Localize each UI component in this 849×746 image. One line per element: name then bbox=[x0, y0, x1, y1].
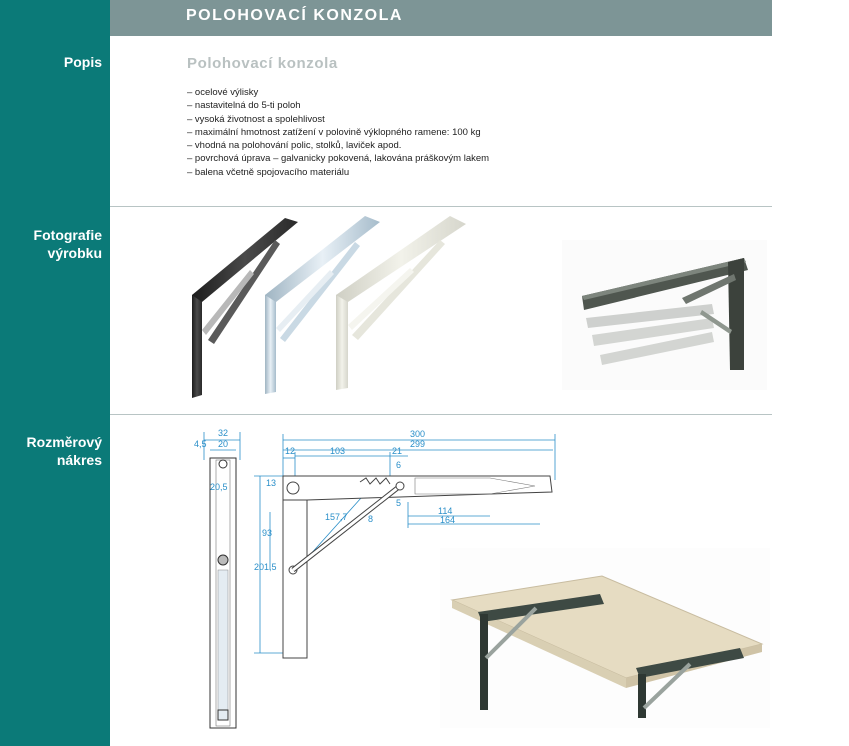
section-label-fotografie-line1: Fotografie bbox=[33, 227, 102, 243]
product-photo-three-brackets bbox=[180, 210, 480, 400]
dim-5: 5 bbox=[396, 498, 402, 508]
dim-103: 103 bbox=[330, 446, 346, 456]
product-photo-installed-shelf bbox=[440, 548, 770, 728]
dim-157-7: 157,7 bbox=[325, 512, 348, 522]
feature-item: – maximální hmotnost zatížení v polovině výklopného ramene: 100 kg bbox=[187, 126, 481, 138]
dim-300: 300 bbox=[410, 429, 426, 439]
dim-201-5: 201,5 bbox=[254, 562, 277, 572]
dim-20: 20 bbox=[218, 439, 229, 449]
section-label-fotografie bbox=[34, 226, 102, 262]
dim-21: 21 bbox=[392, 446, 403, 456]
section-label-popis bbox=[64, 53, 102, 71]
feature-item: – nastavitelná do 5-ti poloh bbox=[187, 100, 301, 112]
section-divider bbox=[110, 206, 772, 207]
bracket-black bbox=[192, 218, 298, 398]
left-sidebar-strip bbox=[0, 0, 110, 746]
feature-item: – vhodná na polohování polic, stolků, laviček apod. bbox=[187, 140, 402, 152]
feature-item: – balena včetně spojovacího materiálu bbox=[187, 166, 350, 178]
section-label-fotografie-line2: výrobku bbox=[47, 245, 102, 261]
product-photo-folding-motion bbox=[562, 240, 767, 390]
feature-item: – ocelové výlisky bbox=[187, 87, 259, 98]
section-label-rozmerovy bbox=[27, 433, 102, 469]
dim-8: 8 bbox=[368, 514, 374, 524]
dim-164: 164 bbox=[440, 515, 456, 525]
dim-32: 32 bbox=[218, 428, 229, 438]
description-title: Polohovací konzola bbox=[187, 55, 338, 72]
profile-view bbox=[210, 458, 236, 728]
dim-12: 12 bbox=[285, 446, 296, 456]
section-label-popis-text: Popis bbox=[63, 54, 102, 70]
page-title: POLOHOVACÍ KONZOLA bbox=[186, 7, 403, 24]
dim-4-5: 4,5 bbox=[194, 439, 207, 449]
dim-20-5: 20,5 bbox=[210, 482, 228, 492]
section-divider bbox=[110, 414, 772, 415]
dim-13: 13 bbox=[266, 478, 277, 488]
dim-6: 6 bbox=[396, 460, 402, 470]
section-label-rozmerovy-line2: nákres bbox=[56, 452, 102, 468]
dim-114: 114 bbox=[438, 506, 453, 516]
bracket-cream bbox=[336, 216, 466, 390]
dim-93: 93 bbox=[262, 528, 273, 538]
bracket-zinc bbox=[265, 216, 380, 394]
feature-list bbox=[187, 86, 489, 179]
feature-item: – vysoká životnost a spolehlivost bbox=[187, 113, 325, 125]
section-label-rozmerovy-line1: Rozměrový bbox=[26, 434, 102, 450]
dim-299: 299 bbox=[410, 439, 426, 449]
feature-item: – povrchová úprava – galvanicky pokovená, lakována práškovým lakem bbox=[187, 153, 490, 165]
